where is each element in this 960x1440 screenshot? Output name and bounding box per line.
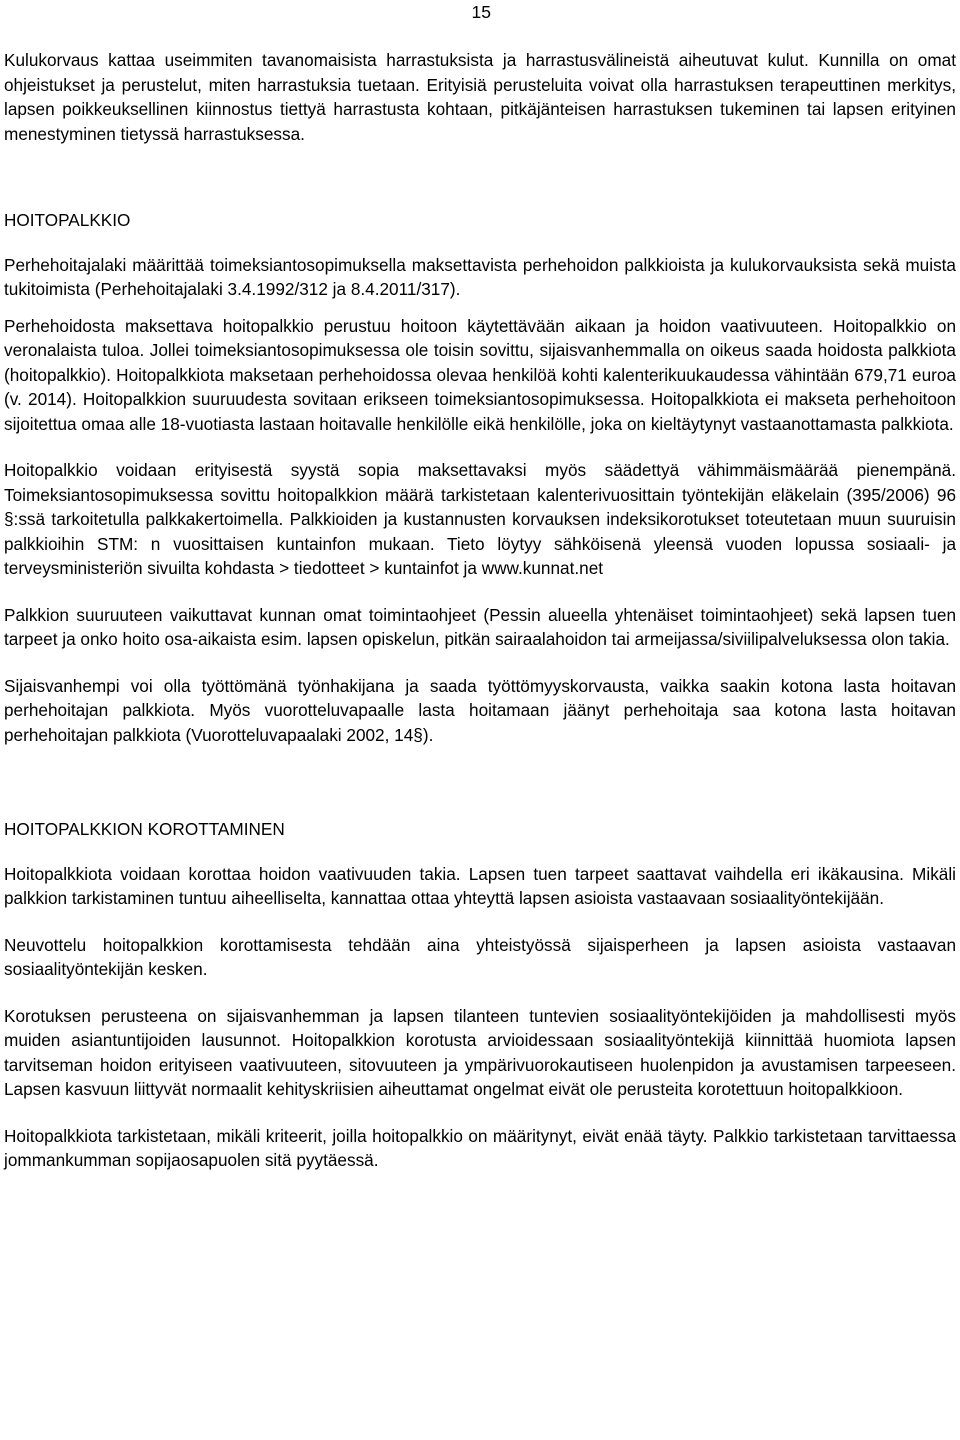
paragraph-increase-reason: Hoitopalkkiota voidaan korottaa hoidon vaativuuden takia. Lapsen tuen tarpeet saattavat vaihdella eri ikäkausina. Mikäli palkkion tarkistaminen tuntuu aiheelliselta, kannattaa ottaa yhteyttä lapsen asioista vastaavaan sosiaalityöntekijään. bbox=[4, 863, 956, 908]
heading-hoitopalkkio: HOITOPALKKIO bbox=[4, 210, 131, 230]
heading-fee-increase: HOITOPALKKION KOROTTAMINEN bbox=[4, 819, 285, 839]
page-number: 15 bbox=[471, 2, 491, 22]
paragraph-fee-review: Hoitopalkkiota tarkistetaan, mikäli kriteerit, joilla hoitopalkkio on määritynyt, eivät enää täyty. Palkkio tarkistetaan tarvittaessa jommankumman sopijaosapuolen sitä pyytäessä. bbox=[4, 1125, 956, 1170]
paragraph-negotiation: Neuvottelu hoitopalkkion korottamisesta tehdään aina yhteistyössä sijaisperheen ja lapsen asioista vastaavan sosiaalityöntekijän kesken. bbox=[4, 934, 956, 979]
paragraph-fee-factors: Palkkion suuruuteen vaikuttavat kunnan omat toimintaohjeet (Pessin alueella yhtenäiset toimintaohjeet) sekä lapsen tuen tarpeet ja onko hoito osa-aikaista esim. lapsen opiskelun, pitkän sairaalahoidon tai armeijassa/siviilipalveluksessa olon takia. bbox=[4, 604, 956, 649]
paragraph-fee-basis: Perhehoidosta maksettava hoitopalkkio perustuu hoitoon käytettävään aikaan ja hoidon vaativuuteen. Hoitopalkkio on veronalaista tuloa. Jollei toimeksiantosopimuksessa ole toisin sovittu, sijaisvanhemmalla on oikeus saada hoidosta palkkiota (hoitopalkkio). Hoitopalkkiota maksetaan perhehoidossa olevaa henkilöä kohti kalenterikuukaudessa vähintään 679,71 euroa (v. 2014). Hoitopalkkion suuruudesta sovitaan erikseen toimeksiantosopimuksessa. Hoitopalkkiota ei makseta perhehoitoon sijoitettua omaa alle 18-vuotiasta lastaan hoitavalle henkilölle eikä henkilölle, joka on kieltäytynyt vastaanottamasta palkkiota. bbox=[4, 315, 956, 434]
document-body bbox=[4, 48, 956, 1173]
paragraph-fee-adjustment: Hoitopalkkio voidaan erityisestä syystä sopia maksettavaksi myös säädettyä vähimmäismäärää pienempänä. Toimeksiantosopimuksessa sovittu hoitopalkkion määrä tarkistetaan kalenterivuosittain työntekijän eläkelain (395/2006) 96 §:ssä tarkoitetulla palkkakertoimella. Palkkioiden ja kustannusten korvauksen indeksikorotukset toteutetaan muun suuruisin palkkioihin STM: n vuosittaisen kuntainfon mukaan. Tieto löytyy sähköisenä yleensä vuoden lopussa sosiaali- ja terveysministeriön sivuilta kohdasta > tiedotteet > kuntainfot ja www.kunnat.net bbox=[4, 460, 956, 578]
paragraph-law-reference: Perhehoitajalaki määrittää toimeksiantosopimuksella maksettavista perhehoidon palkkioista ja kulukorvauksista sekä muista tukitoimista (Perhehoitajalaki 3.4.1992/312 ja 8.4.2011/317). bbox=[4, 254, 956, 299]
paragraph-increase-grounds: Korotuksen perusteena on sijaisvanhemman ja lapsen tilanteen tuntevien sosiaalityöntekijöiden ja mahdollisesti myös muiden asiantuntijoiden lausunnot. Hoitopalkkion korotusta arvioidessaan sosiaalityöntekijä kiinnittää huomiota lapsen tarvitseman hoidon erityiseen vaativuuteen, sitovuuteen ja ympärivuorokautiseen huolenpidon ja avustamisen tarpeeseen. Lapsen kasvuun liittyvät normaalit kehityskriisien aiheuttamat ongelmat eivät ole perusteita korotettuun hoitopalkkioon. bbox=[4, 1005, 956, 1099]
paragraph-hobby-compensation: Kulukorvaus kattaa useimmiten tavanomaisista harrastuksista ja harrastusvälineistä aiheutuvat kulut. Kunnilla on omat ohjeistukset ja perustelut, miten harrastuksia tuetaan. Erityisiä perusteluita voivat olla harrastuksen terapeuttinen merkitys, lapsen poikkeuksellinen kiinnostus tiettyä harrastusta kohtaan, pitkäjänteisen harrastuksen tukeminen tai lapsen erityinen menestyminen tietyssä harrastuksessa. bbox=[4, 50, 956, 144]
paragraph-unemployment: Sijaisvanhempi voi olla työttömänä työnhakijana ja saada työttömyyskorvausta, vaikka saakin kotona lasta hoitavan perhehoitajan palkkiota. Myös vuorotteluvapaalle lasta hoitamaan jäänyt perhehoitaja saa kotona lasta hoitavan perhehoitajan palkkiota (Vuorotteluvapaalaki 2002, 14§). bbox=[4, 675, 956, 745]
